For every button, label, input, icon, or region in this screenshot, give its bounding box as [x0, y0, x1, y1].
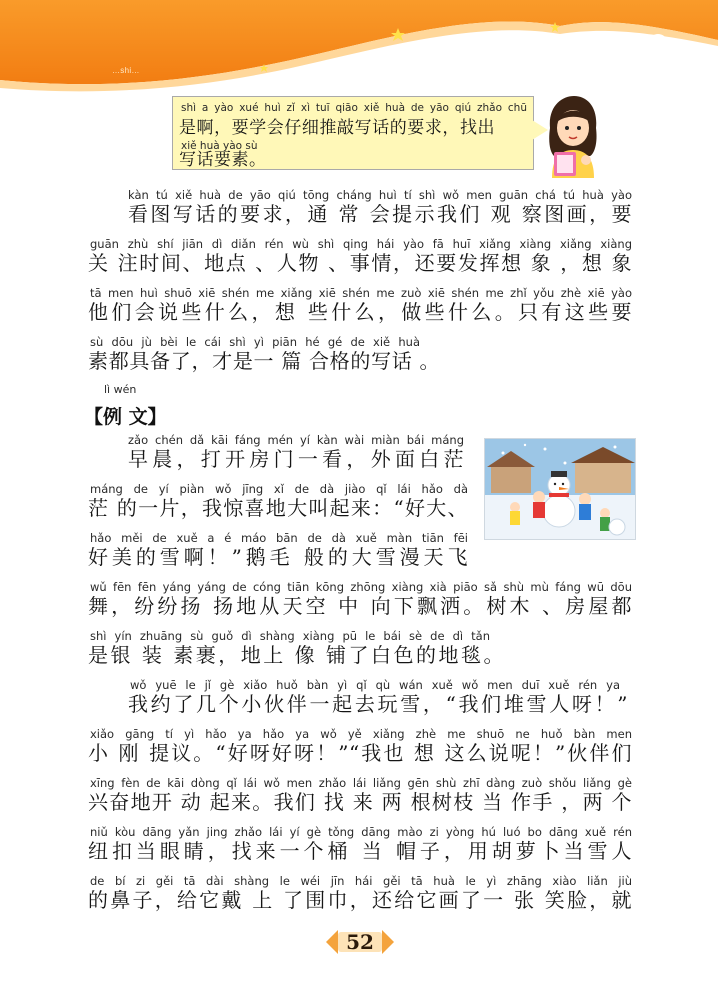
- example-line10-pinyin: de bí zi gěi tā dài shàng le wéi jīn hái gěi tā huà le yì zhāng xiào liǎn jiù: [90, 874, 632, 888]
- example-line4-pinyin: wǔ fēn fēn yáng yáng de cóng tiān kōng zhōng xiàng xià piāo sǎ shù mù fáng wū dōu: [90, 580, 632, 594]
- intro-line2-hanzi: 关 注时间、地点 、人物 、事情，还要发挥想 象 ，想 象: [88, 251, 632, 275]
- example-heading-pinyin: lì wén: [104, 383, 137, 396]
- header-background: [0, 0, 718, 100]
- intro-line1-pinyin: kàn tú xiě huà de yāo qiú tōng cháng huì tí shì wǒ men guān chá tú huà yào: [128, 188, 632, 202]
- example-line5-hanzi: 是银 装 素裹，地上 像 铺了白色的地毯。: [88, 643, 504, 667]
- example-line10-hanzi: 的鼻子，给它戴 上 了围巾，还给它画了一 张 笑脸，就: [88, 888, 632, 912]
- bubble-line1-hanzi: 是啊，要学会仔细推敲写话的要求，找出: [179, 118, 495, 138]
- speech-bubble: [172, 96, 534, 170]
- example-line1-pinyin: zǎo chén dǎ kāi fáng mén yí kàn wài miàn bái máng: [128, 433, 464, 447]
- example-line7-hanzi: 小 刚 提议。“好呀好呀！”“我也 想 这么说呢！”伙伴们: [88, 741, 632, 765]
- example-line9-pinyin: niǔ kòu dāng yǎn jing zhǎo lái yí gè tǒng dāng mào zi yòng hú luó bo dāng xuě rén: [90, 825, 632, 839]
- example-line2-pinyin: máng de yí piàn wǒ jīng xǐ de dà jiào qǐ lái hǎo dà: [90, 482, 468, 496]
- example-line9-hanzi: 纽扣当眼睛，找来一个桶 当 帽子，用胡萝卜当雪人: [88, 839, 632, 863]
- example-line7-pinyin: xiǎo gāng tí yì hǎo ya hǎo ya wǒ yě xiǎng zhè me shuō ne huǒ bàn men: [90, 727, 632, 741]
- bubble-line2-pinyin: xiě huà yào sù: [181, 140, 258, 152]
- header-tag: …shi…: [112, 66, 140, 75]
- next-arrow-icon: [382, 930, 394, 954]
- intro-line2-pinyin: guān zhù shí jiān dì diǎn rén wù shì qing hái yào fā huī xiǎng xiàng xiǎng xiàng: [90, 237, 632, 251]
- prev-arrow-icon: [326, 930, 338, 954]
- example-line3-pinyin: hǎo měi de xuě a é máo bān de dà xuě màn tiān fēi: [90, 531, 468, 545]
- intro-line3-pinyin: tā men huì shuō xiē shén me xiǎng xiē shén me zuò xiē shén me zhǐ yǒu zhè xiē yào: [90, 286, 632, 300]
- example-line8-hanzi: 兴奋地开 动 起来。我们 找 来 两 根树枝 当 作手 ，两 个: [88, 790, 632, 814]
- example-line5-pinyin: shì yín zhuāng sù guǒ dì shàng xiàng pū le bái sè de dì tǎn: [90, 629, 490, 643]
- girl-reading-illustration: [540, 94, 604, 178]
- intro-line3-hanzi: 他们会说些什么，想 些什么，做些什么。只有这些要: [88, 300, 632, 324]
- bubble-line2-hanzi: 写话要素。: [179, 150, 267, 170]
- page-number: 52: [346, 930, 374, 954]
- example-line1-hanzi: 早晨，打开房门一看，外面白茫: [128, 447, 464, 471]
- page-number-badge: [326, 928, 394, 956]
- example-line3-hanzi: 好美的雪啊！”鹅毛 般的大雪漫天飞: [88, 545, 468, 569]
- intro-line4-hanzi: 素都具备了，才是一 篇 合格的写话 。: [88, 349, 440, 373]
- example-heading: 【例 文】: [84, 406, 167, 428]
- intro-line4-pinyin: sù dōu jù bèi le cái shì yì piān hé gé de xiě huà: [90, 335, 420, 349]
- example-line6-hanzi: 我约了几个小伙伴一起去玩雪，“我们堆雪人呀！”: [128, 692, 628, 716]
- bubble-line1-pinyin: shì a yào xué huì zǐ xì tuī qiāo xiě huà de yāo qiú zhǎo chū: [181, 102, 527, 114]
- example-line2-hanzi: 茫 的一片，我惊喜地大叫起来：“好大、: [88, 496, 468, 520]
- intro-line1-hanzi: 看图写话的要求，通 常 会提示我们 观 察图画，要: [128, 202, 632, 226]
- cloud-icon: [634, 34, 666, 51]
- example-line8-pinyin: xīng fèn de kāi dòng qǐ lái wǒ men zhǎo lái liǎng gēn shù zhī dàng zuò shǒu liǎng gè: [90, 776, 632, 790]
- children-building-snowman-picture: [484, 438, 636, 540]
- example-line6-pinyin: wǒ yuē le jǐ gè xiǎo huǒ bàn yì qǐ qù wán xuě wǒ men duī xuě rén ya: [130, 678, 620, 692]
- example-line4-hanzi: 舞，纷纷扬 扬地从天空 中 向下飘洒。树木 、房屋都: [88, 594, 632, 618]
- header-band: [0, 0, 718, 100]
